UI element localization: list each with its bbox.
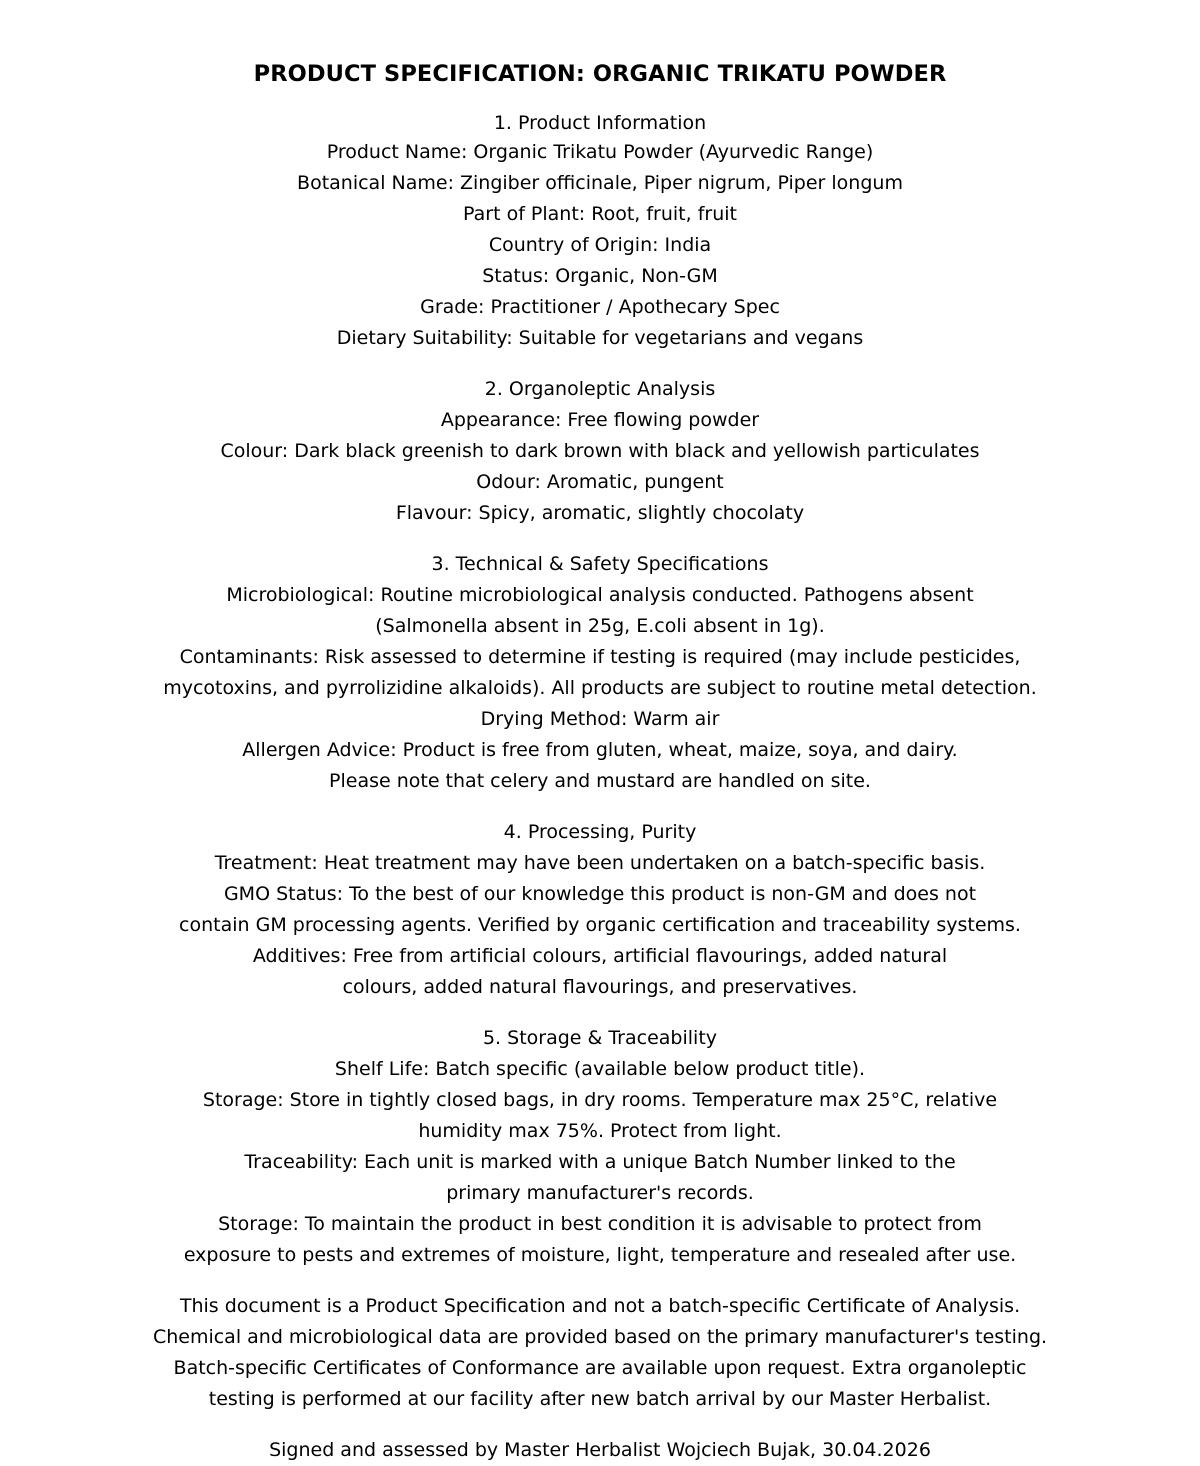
spec-line: contain GM processing agents. Verified by organic certification and traceability systems. [179,914,1021,936]
section-heading: 1. Product Information [493,112,707,134]
spec-line: mycotoxins, and pyrrolizidine alkaloids). All products are subject to routine metal detection. [163,677,1037,699]
spec-line: humidity max 75%. Protect from light. [418,1120,782,1142]
spec-line: Microbiological: Routine microbiological analysis conducted. Pathogens absent [226,584,974,606]
spec-line: Part of Plant: Root, fruit, fruit [463,203,737,225]
spec-line: Storage: Store in tightly closed bags, in dry rooms. Temperature max 25°C, relative [202,1089,998,1111]
spec-line: Appearance: Free flowing powder [440,409,760,431]
spec-line: Allergen Advice: Product is free from gluten, wheat, maize, soya, and dairy. [242,739,958,761]
spec-line: Contaminants: Risk assessed to determine if testing is required (may include pesticides, [179,646,1021,668]
disclaimer-line: Chemical and microbiological data are provided based on the primary manufacturer's testing. [152,1326,1048,1348]
spec-line: Treatment: Heat treatment may have been undertaken on a batch-specific basis. [214,852,986,874]
section-storage-traceability [0,1023,1200,1271]
spec-line: Dietary Suitability: Suitable for vegetarians and vegans [336,327,864,349]
section-heading: 5. Storage & Traceability [482,1027,718,1049]
spec-line: exposure to pests and extremes of moisture, light, temperature and resealed after use. [183,1244,1017,1266]
spec-line: Storage: To maintain the product in best condition it is advisable to protect from [218,1213,982,1235]
spec-line: Country of Origin: India [488,234,712,256]
disclaimer-line: testing is performed at our facility after new batch arrival by our Master Herbalist. [208,1388,992,1410]
spec-line: Product Name: Organic Trikatu Powder (Ayurvedic Range) [326,141,874,163]
section-technical-safety [0,549,1200,797]
section-heading: 2. Organoleptic Analysis [484,378,716,400]
spec-line: Shelf Life: Batch specific (available below product title). [334,1058,866,1080]
spec-line: colours, added natural flavourings, and preservatives. [342,976,858,998]
disclaimer-block [0,1291,1200,1415]
section-organoleptic-analysis [0,374,1200,529]
spec-line: Grade: Practitioner / Apothecary Spec [420,296,780,318]
section-product-information [0,110,1200,354]
spec-line: Please note that celery and mustard are handled on site. [329,770,871,792]
disclaimer-line: This document is a Product Specification and not a batch-specific Certificate of Analysis. [179,1295,1021,1317]
disclaimer-line: Batch-specific Certificates of Conformance are available upon request. Extra organoleptic [173,1357,1027,1379]
spec-line: Colour: Dark black greenish to dark brown with black and yellowish particulates [220,440,980,462]
document-title: PRODUCT SPECIFICATION: ORGANIC TRIKATU POWDER [253,61,947,87]
spec-line: (Salmonella absent in 25g, E.coli absent in 1g). [375,615,825,637]
spec-line: Additives: Free from artificial colours, artificial flavourings, added natural [252,945,948,967]
spec-line: GMO Status: To the best of our knowledge this product is non-GM and does not [223,883,977,905]
signature-line: Signed and assessed by Master Herbalist Wojciech Bujak, 30.04.2026 [269,1439,931,1461]
spec-line: Botanical Name: Zingiber officinale, Piper nigrum, Piper longum [297,172,903,194]
spec-line: Status: Organic, Non-GM [482,265,718,287]
spec-line: Traceability: Each unit is marked with a unique Batch Number linked to the [244,1151,956,1173]
section-heading: 4. Processing, Purity [503,821,697,843]
spec-line: Flavour: Spicy, aromatic, slightly chocolaty [395,502,805,524]
spec-line: Drying Method: Warm air [480,708,720,730]
spec-line: primary manufacturer's records. [446,1182,754,1204]
section-processing-purity [0,817,1200,1003]
spec-line: Odour: Aromatic, pungent [476,471,724,493]
section-heading: 3. Technical & Safety Specifications [431,553,769,575]
